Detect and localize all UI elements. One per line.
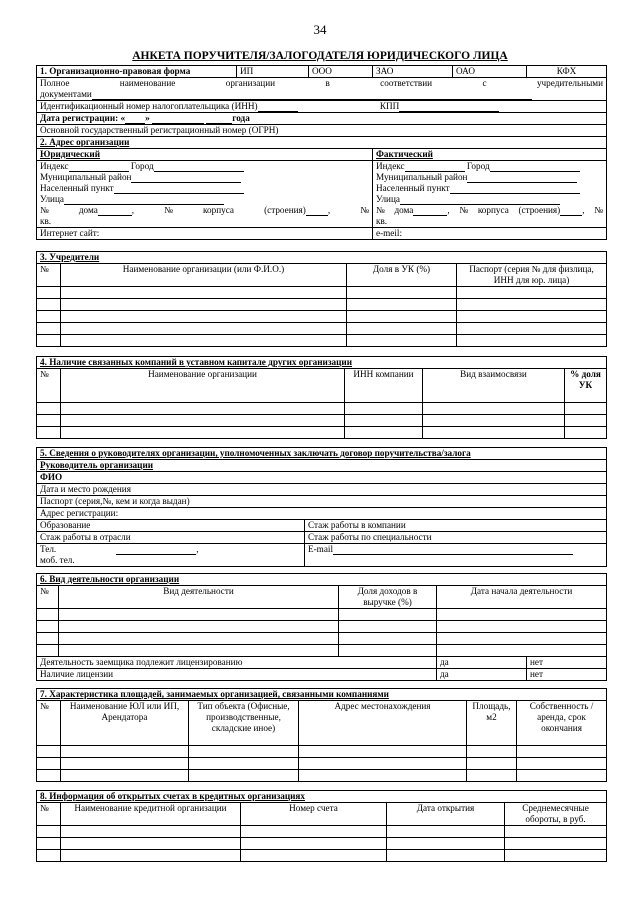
section-8-table <box>36 790 607 862</box>
exp-specialty-field[interactable]: Стаж работы по специальности <box>305 532 607 544</box>
section-2-header: 2. Адрес организации <box>37 137 607 149</box>
actual-address-block[interactable]: Индекс Город Муниципальный район Населенный пункт Улица № дома , № корпуса (строения) , № кв. <box>373 161 607 228</box>
col-share: Доля в УК (%) <box>347 264 457 287</box>
section-4-header: 4. Наличие связанных компаний в уставном капитале других организации <box>37 357 607 369</box>
section-3-header: 3. Учредители <box>37 252 607 264</box>
col-open-date: Дата открытия <box>387 803 505 826</box>
license-present-label: Наличие лицензии <box>37 669 437 681</box>
licensing-yes[interactable]: да <box>437 657 527 669</box>
table-row[interactable] <box>37 838 607 850</box>
table-row[interactable] <box>37 311 607 323</box>
section-7-table <box>36 688 607 782</box>
section-1-2-table <box>36 65 607 240</box>
form-option-kfh[interactable]: КФХ <box>527 66 607 78</box>
ogrn-field[interactable]: Основной государственный регистрационный номер (ОГРН) <box>37 125 607 137</box>
table-row[interactable] <box>37 746 607 758</box>
license-no[interactable]: нет <box>527 669 607 681</box>
email-contact-field[interactable]: E-mail <box>305 544 607 567</box>
section-6-header: 6. Вид деятельности организации <box>37 574 607 586</box>
license-yes[interactable]: да <box>437 669 527 681</box>
page-number: 34 <box>313 22 327 37</box>
actual-address-header: Фактический <box>373 149 607 161</box>
col-location: Адрес местонахождения <box>299 701 467 746</box>
form-option-ooo[interactable]: ООО <box>309 66 373 78</box>
table-row[interactable] <box>37 633 607 645</box>
col-number: № <box>37 803 61 826</box>
col-income-share: Доля доходов в выручке (%) <box>339 586 437 609</box>
table-row[interactable] <box>37 621 607 633</box>
org-form-label: 1. Организационно-правовая форма <box>37 66 237 78</box>
section-5-table <box>36 447 607 567</box>
form-title: АНКЕТА ПОРУЧИТЕЛЯ/ЗАЛОГОДАТЕЛЯ ЮРИДИЧЕСКОГО ЛИЦА <box>132 50 508 62</box>
legal-address-block[interactable]: Индекс Город Муниципальный район Населенный пункт Улица № дома , № корпуса (строения) , № кв. <box>37 161 373 228</box>
col-passport: Паспорт (серия № для физлица, ИНН для юр. лица) <box>457 264 607 287</box>
table-row[interactable] <box>37 850 607 862</box>
legal-address-header: Юридический <box>37 149 373 161</box>
head-of-org-label: Руководитель организации <box>37 460 607 472</box>
table-row[interactable] <box>37 415 607 427</box>
table-row[interactable] <box>37 335 607 347</box>
table-row[interactable] <box>37 645 607 657</box>
website-field[interactable]: Интернет сайт: <box>37 228 373 240</box>
col-bank-name: Наименование кредитной организации <box>61 803 241 826</box>
col-number: № <box>37 701 61 746</box>
form-option-zao[interactable]: ЗАО <box>373 66 453 78</box>
section-4-table <box>36 356 607 439</box>
section-7-header: 7. Характеристика площадей, занимаемых организацией, связанными компаниями <box>37 689 607 701</box>
col-number: № <box>37 369 61 403</box>
col-relation: Вид взаимосвязи <box>423 369 565 403</box>
table-row[interactable] <box>37 770 607 782</box>
form-option-ip[interactable]: ИП <box>237 66 309 78</box>
licensing-no[interactable]: нет <box>527 657 607 669</box>
inn-field[interactable]: Идентификационный номер налогоплательщика (ИНН) КПП <box>37 101 607 113</box>
col-ownership: Собственность /аренда, срок окончания <box>517 701 607 746</box>
address-field[interactable]: Адрес регистрации: <box>37 508 607 520</box>
col-number: № <box>37 264 61 287</box>
col-area: Площадь, м2 <box>467 701 517 746</box>
col-tenant: Наименование ЮЛ или ИП, Арендатора <box>61 701 189 746</box>
passport-field[interactable]: Паспорт (серия,№, кем и когда выдан) <box>37 496 607 508</box>
col-object-type: Тип объекта (Офисные, производственные, складские иное) <box>189 701 299 746</box>
table-row[interactable] <box>37 299 607 311</box>
col-founder-name: Наименование организации (или Ф.И.О.) <box>61 264 347 287</box>
col-org-name: Наименование организации <box>61 369 345 403</box>
phone-field[interactable]: Тел. , моб. тел. <box>37 544 305 567</box>
form-option-oao[interactable]: ОАО <box>453 66 527 78</box>
section-8-header: 8. Информация об открытых счетах в кредитных организациях <box>37 791 607 803</box>
col-account-number: Номер счета <box>241 803 387 826</box>
col-inn: ИНН компании <box>345 369 423 403</box>
exp-industry-field[interactable]: Стаж работы в отрасли <box>37 532 305 544</box>
col-start-date: Дата начала деятельности <box>437 586 607 609</box>
fio-field[interactable]: ФИО <box>37 472 607 484</box>
table-row[interactable] <box>37 287 607 299</box>
birth-field[interactable]: Дата и место рождения <box>37 484 607 496</box>
email-field[interactable]: e-meil: <box>373 228 607 240</box>
section-5-header: 5. Сведения о руководителях организации, уполномоченных заключать договор поручительства/залога <box>37 448 607 460</box>
section-3-table <box>36 251 607 347</box>
table-row[interactable] <box>37 323 607 335</box>
education-field[interactable]: Образование <box>37 520 305 532</box>
col-share-uk: % доля УК <box>565 369 607 403</box>
table-row[interactable] <box>37 427 607 439</box>
section-6-table <box>36 573 607 681</box>
col-turnover: Среднемесячные обороты, в руб. <box>505 803 607 826</box>
col-activity: Вид деятельности <box>59 586 339 609</box>
licensing-required-label: Деятельность заемщика подлежит лицензированию <box>37 657 437 669</box>
full-name-field[interactable]: Полное наименование организации в соответствии с учредительными документами <box>37 78 607 101</box>
table-row[interactable] <box>37 758 607 770</box>
exp-company-field[interactable]: Стаж работы в компании <box>305 520 607 532</box>
table-row[interactable] <box>37 826 607 838</box>
reg-date-field[interactable]: Дата регистрации: « » года <box>37 113 607 125</box>
table-row[interactable] <box>37 609 607 621</box>
table-row[interactable] <box>37 403 607 415</box>
col-number: № <box>37 586 59 609</box>
